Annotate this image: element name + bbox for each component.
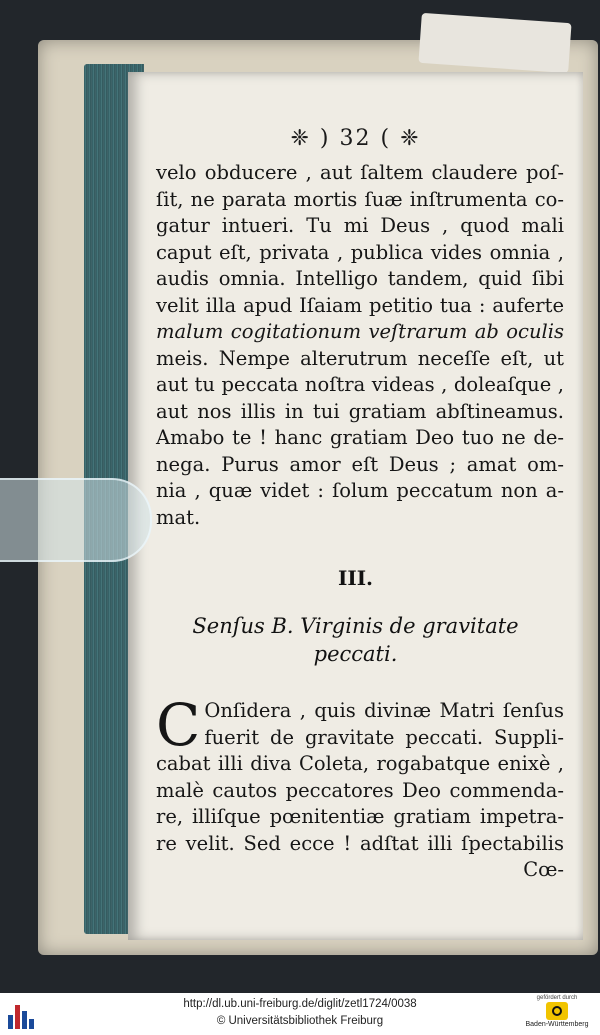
text-line: re, illiſque pœnitentiæ gratiam impetra- <box>156 805 564 828</box>
text-line: caput eſt, privata , publica vides omnia , <box>156 240 564 264</box>
text-line: malum cogitationum veſtrarum ab oculis <box>156 320 564 343</box>
cover-corner <box>418 13 571 73</box>
funded-by-label: gefördert durch <box>536 995 578 1001</box>
drop-cap: C <box>156 691 201 759</box>
text-line: fuerit de gravitate peccati. Suppli- <box>204 725 564 749</box>
text-line: Onſidera , quis divinæ Matri ſenſus <box>204 699 564 722</box>
paragraph-2 <box>156 691 564 884</box>
coat-of-arms-icon <box>546 1002 568 1020</box>
text-line: meis. Nempe alterutrum neceſſe eſt, ut <box>156 346 564 370</box>
text-line: mat. <box>156 505 201 529</box>
text-line: aut tu peccata noſtra videas , doleaſque , <box>156 373 564 396</box>
text-line: malè cautos peccatores Deo commenda- <box>156 778 564 802</box>
text-line: velit illa apud Iſaiam petitio tua : auferte <box>156 293 564 317</box>
section-title-line: peccati. <box>313 642 398 666</box>
funder-name: Baden-Württemberg <box>525 1021 589 1028</box>
funder-badge <box>522 995 592 1028</box>
page-header: ❈ ) 32 ( ❈ <box>290 126 421 151</box>
book-page <box>128 72 583 940</box>
paragraph-1 <box>156 160 564 531</box>
glass-ruler <box>0 478 152 562</box>
footer-bar <box>0 993 600 1035</box>
text-line: cabat illi diva Coleta, rogabatque enixè , <box>156 752 564 775</box>
text-line: gatur intueri. Tu mi Deus , quod mali <box>156 214 564 237</box>
text-line: velo obducere , aut ſaltem claudere poſ- <box>156 161 564 184</box>
catchword: Cœ- <box>523 858 564 881</box>
section-title <box>128 612 583 668</box>
text-line: re velit. Sed ecce ! adſtat illi ſpectabilis <box>156 831 564 855</box>
text-line: audis omnia. Intelligo tandem, quid ſibi <box>156 267 564 290</box>
text-line: nega. Purus amor eſt Deus ; amat om- <box>156 452 564 476</box>
section-number: III. <box>337 566 374 590</box>
copyright-text: © Universitätsbibliothek Freiburg <box>216 1015 384 1027</box>
text-line: Amabo te ! hanc gratiam Deo tuo ne de- <box>156 426 564 449</box>
section-title-line: Senſus B. Virginis de gravitate <box>192 614 519 638</box>
text-line: nia , quæ videt : ſolum peccatum non a- <box>156 479 564 502</box>
permalink-url[interactable]: http://dl.ub.uni-freiburg.de/diglit/zetl1724/0038 <box>183 998 417 1010</box>
text-line: ſit, ne parata mortis ſuæ inſtrumenta co- <box>156 187 564 211</box>
text-line: aut nos illis in tui gratiam abſtineamus. <box>156 399 564 423</box>
